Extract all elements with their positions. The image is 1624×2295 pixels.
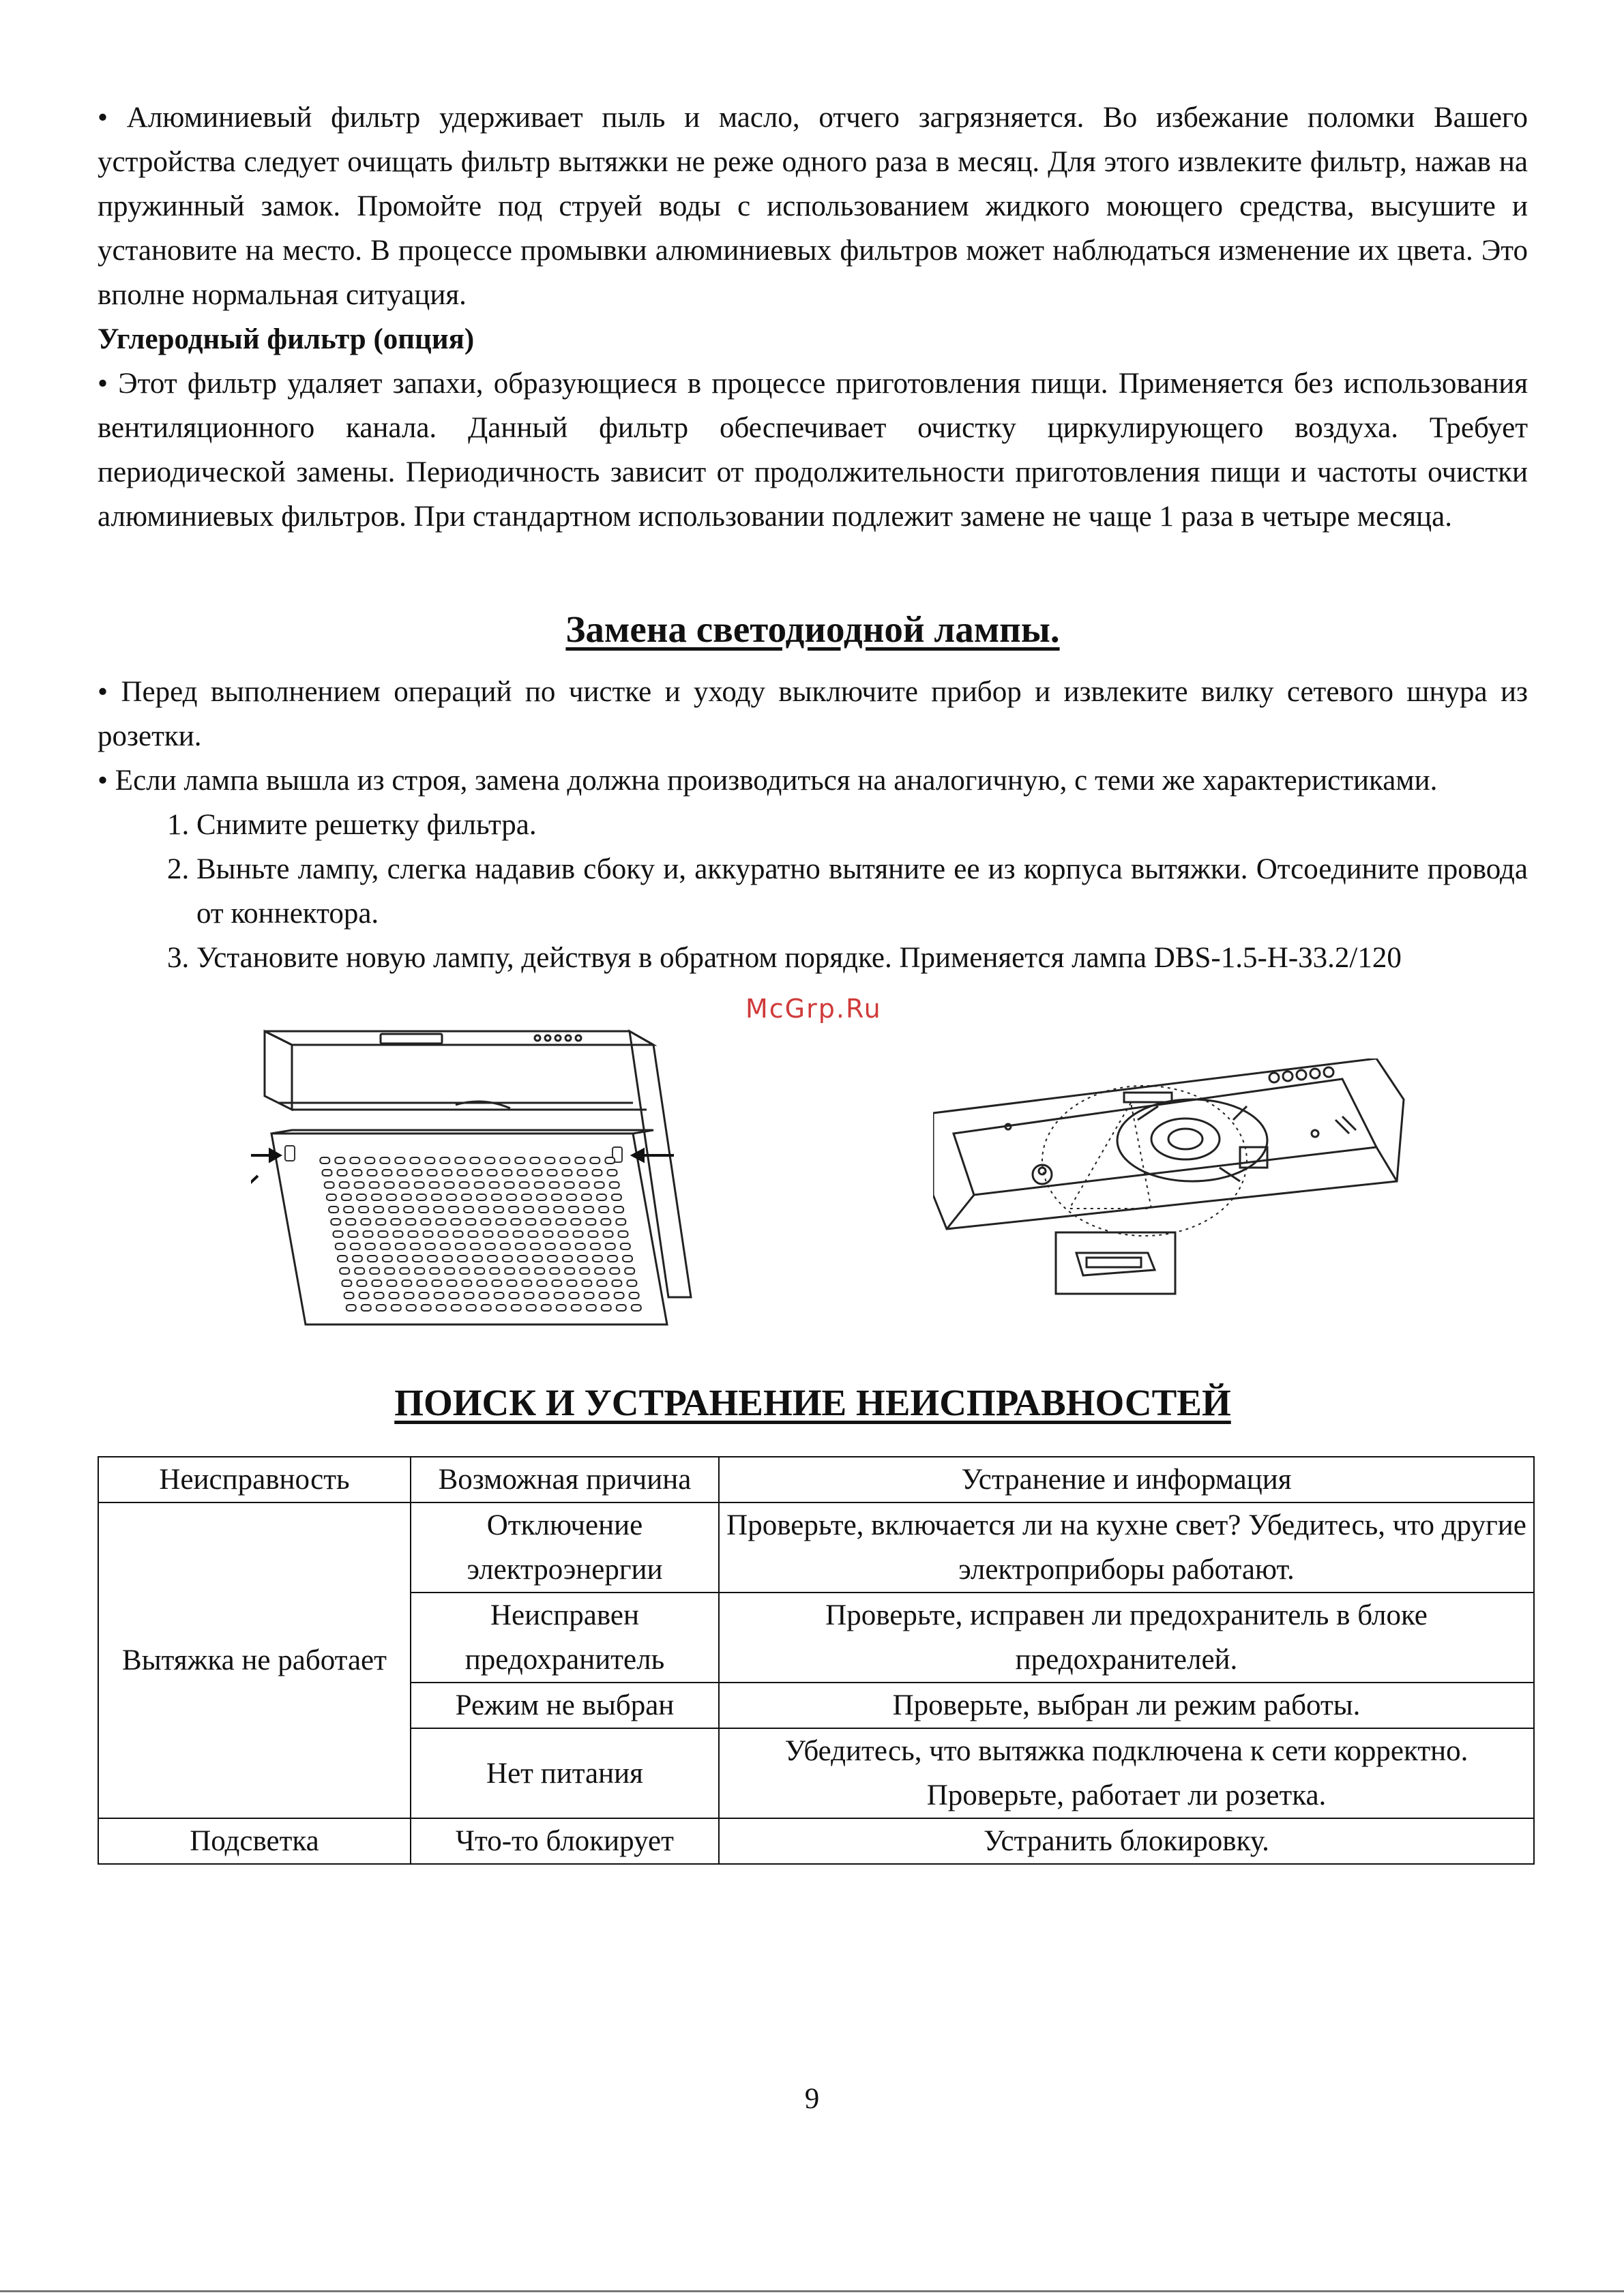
grille-hole [610, 1268, 619, 1274]
grille-hole [425, 1157, 434, 1164]
grille-hole [545, 1157, 555, 1164]
grille-hole [458, 1170, 467, 1176]
grille-hole [597, 1280, 606, 1286]
grille-hole [355, 1268, 364, 1274]
cause-cell: Отключение электроэнергии [411, 1502, 719, 1593]
grille-hole [452, 1305, 461, 1311]
grille-hole [542, 1305, 551, 1311]
grille-hole [512, 1305, 521, 1311]
grille-hole [338, 1170, 347, 1176]
watermark: McGrp.Ru [745, 994, 882, 1024]
grille-hole [505, 1268, 514, 1274]
grille-hole [417, 1280, 426, 1286]
grille-hole [578, 1256, 587, 1262]
grille-hole [560, 1157, 570, 1164]
grille-hole [404, 1206, 413, 1213]
grille-hole [501, 1243, 510, 1249]
grille-hole [503, 1256, 512, 1262]
grille-hole [421, 1219, 430, 1225]
grille-hole [334, 1231, 343, 1237]
grille-hole [529, 1231, 538, 1237]
grille-hole [327, 1194, 336, 1200]
grille-hole [580, 1268, 589, 1274]
header-fault: Неисправность [98, 1457, 411, 1502]
grille-hole [357, 1280, 366, 1286]
grille-hole [515, 1157, 525, 1164]
grille-hole [428, 1170, 437, 1176]
grille-hole [445, 1268, 454, 1274]
grille-hole [590, 1157, 600, 1164]
grille-hole [447, 1194, 456, 1200]
grille-hole [516, 1243, 525, 1249]
grille-hole [365, 1157, 374, 1164]
grille-hole [338, 1256, 347, 1262]
grille-hole [486, 1243, 495, 1249]
grille-hole [552, 1280, 561, 1286]
grille-hole [563, 1256, 572, 1262]
bottom-divider [0, 2290, 1624, 2292]
page-number: 9 [804, 2083, 820, 2115]
grille-hole [466, 1219, 475, 1225]
grille-hole [377, 1305, 386, 1311]
grille-hole [475, 1268, 484, 1274]
lamp-steps-list [98, 803, 1528, 980]
grille-hole [541, 1219, 550, 1225]
table-row [98, 1818, 1534, 1864]
grille-hole [565, 1182, 574, 1188]
grille-hole [428, 1256, 437, 1262]
grille-hole [604, 1231, 613, 1237]
grille-hole [441, 1243, 450, 1249]
grille-hole [346, 1219, 355, 1225]
grille-hole [589, 1231, 598, 1237]
grille-hole [380, 1157, 389, 1164]
grille-hole [574, 1231, 583, 1237]
grille-hole [550, 1268, 559, 1274]
grille-hole [615, 1292, 624, 1299]
grille-hole [383, 1170, 392, 1176]
grille-hole [424, 1231, 433, 1237]
lamp-section-title: Замена светодиодной лампы. [565, 608, 1060, 650]
grille-hole [419, 1206, 428, 1213]
grille-hole [325, 1182, 334, 1188]
grille-hole [456, 1243, 465, 1249]
grille-hole [353, 1256, 362, 1262]
grille-hole [569, 1206, 578, 1213]
grille-hole [357, 1194, 366, 1200]
grille-hole [413, 1170, 422, 1176]
grille-hole [575, 1157, 585, 1164]
grille-hole [535, 1268, 544, 1274]
grille-hole [561, 1243, 570, 1249]
grille-hole [619, 1231, 628, 1237]
aluminium-filter-paragraph: • Алюминиевый фильтр удерживает пыль и масло, отчего загрязняется. Во избежание поломки Вашего устройства следует очищать фильтр вытяжки не реже одного раза в месяц. Для этого извлеките фильтр, нажав на пружинный замок. Промойте под струей воды с использованием жидкого моющего средства, высушите и установите на место. В процессе промывки алюминиевых фильтров может наблюдаться изменение их цвета. Это вполне нормальная ситуация. [98, 102, 1528, 311]
grille-hole [600, 1292, 609, 1299]
grille-hole [599, 1206, 608, 1213]
grille-hole [392, 1305, 401, 1311]
grille-hole [344, 1292, 354, 1299]
lamp-bullet-replacement: • Если лампа вышла из строя, замена должна производиться на аналогичную, с теми же характеристиками. [98, 765, 1438, 797]
grille-hole [492, 1194, 501, 1200]
grille-hole [361, 1305, 371, 1311]
grille-hole [415, 1268, 424, 1274]
grille-hole [395, 1157, 404, 1164]
grille-hole [608, 1170, 617, 1176]
page-content [98, 95, 1528, 1865]
grille-hole [372, 1280, 381, 1286]
grille-hole [503, 1170, 512, 1176]
grille-hole [537, 1280, 546, 1286]
grille-hole [385, 1182, 394, 1188]
grille-hole [458, 1256, 467, 1262]
grille-hole [396, 1243, 405, 1249]
grille-hole [361, 1219, 370, 1225]
grille-hole [437, 1305, 446, 1311]
grille-hole [422, 1305, 431, 1311]
grille-hole [376, 1219, 385, 1225]
grille-hole [464, 1206, 473, 1213]
fault-cell: Вытяжка не работает [98, 1502, 411, 1818]
grille-hole [344, 1206, 353, 1213]
grille-hole [591, 1243, 600, 1249]
grille-hole [522, 1280, 531, 1286]
grille-hole [567, 1194, 576, 1200]
header-cause: Возможная причина [411, 1457, 719, 1502]
grille-hole [374, 1292, 384, 1299]
grille-hole [355, 1182, 364, 1188]
grille-hole [447, 1280, 456, 1286]
grille-hole [381, 1243, 390, 1249]
grille-hole [507, 1194, 516, 1200]
fix-cell: Проверьте, включается ли на кухне свет? Убедитесь, что другие электроприборы работают. [719, 1502, 1534, 1593]
grille-hole [595, 1268, 604, 1274]
grille-hole [364, 1231, 373, 1237]
grille-hole [473, 1256, 482, 1262]
grille-hole [556, 1219, 565, 1225]
grille-hole [585, 1292, 594, 1299]
grille-hole [440, 1157, 449, 1164]
grille-hole [535, 1182, 544, 1188]
grille-hole [400, 1182, 409, 1188]
grille-hole [379, 1231, 388, 1237]
hood-lamp-illustration [933, 1058, 1479, 1345]
grille-hole [563, 1170, 572, 1176]
grille-hole [593, 1170, 602, 1176]
lamp-step: 2. Выньте лампу, слегка надавив сбоку и, аккуратно вытяните ее из корпуса вытяжки. Отсоедините провода от коннектора. [196, 847, 1528, 936]
grille-hole [402, 1280, 411, 1286]
illustrations [98, 994, 1528, 1376]
grille-hole [460, 1268, 469, 1274]
grille-hole [432, 1280, 441, 1286]
grille-hole [477, 1280, 486, 1286]
grille-hole [606, 1243, 615, 1249]
grille-hole [602, 1305, 611, 1311]
grille-hole [469, 1231, 478, 1237]
grille-hole [481, 1219, 490, 1225]
cause-cell: Нет питания [411, 1728, 719, 1818]
grille-hole [584, 1206, 593, 1213]
grille-hole [580, 1182, 589, 1188]
grille-hole [335, 1157, 344, 1164]
fix-cell: Устранить блокировку. [719, 1818, 1534, 1864]
grille-hole [320, 1157, 329, 1164]
grille-hole [520, 1182, 529, 1188]
grille-hole [623, 1256, 632, 1262]
grille-hole [552, 1194, 561, 1200]
grille-hole [559, 1231, 568, 1237]
grille-hole [494, 1206, 503, 1213]
grille-hole [511, 1219, 520, 1225]
grille-hole [530, 1157, 540, 1164]
grille-hole [531, 1243, 540, 1249]
grille-hole [349, 1231, 358, 1237]
grille-hole [389, 1292, 399, 1299]
grille-hole [546, 1243, 555, 1249]
grille-hole [576, 1243, 585, 1249]
grille-hole [595, 1182, 604, 1188]
grille-hole [485, 1157, 494, 1164]
grille-hole [387, 1280, 396, 1286]
grille-hole [455, 1157, 464, 1164]
grille-hole [524, 1206, 533, 1213]
grille-hole [342, 1194, 351, 1200]
grille-hole [518, 1256, 527, 1262]
grille-hole [402, 1194, 411, 1200]
grille-hole [342, 1280, 351, 1286]
grille-hole [359, 1292, 369, 1299]
grille-hole [410, 1157, 419, 1164]
grille-hole [572, 1305, 581, 1311]
grille-hole [415, 1182, 424, 1188]
grille-hole [387, 1194, 396, 1200]
grille-hole [434, 1206, 443, 1213]
grille-hole [398, 1256, 407, 1262]
troubleshooting-title: ПОИСК И УСТРАНЕНИЕ НЕИСПРАВНОСТЕЙ [394, 1382, 1231, 1423]
grille-hole [533, 1256, 542, 1262]
grille-hole [565, 1268, 574, 1274]
grille-hole [533, 1170, 542, 1176]
grille-hole [340, 1268, 349, 1274]
grille-hole [462, 1280, 471, 1286]
grille-hole [567, 1280, 576, 1286]
grille-hole [454, 1231, 463, 1237]
carbon-filter-paragraph: • Этот фильтр удаляет запахи, образующиеся в процессе приготовления пищи. Применяется без использования вентиляционного канала. Данный фильтр обеспечивает очистку циркулирующего воздуха. Требует периодической замены. Периодичность зависит от продолжительности приготовления пищи и частоты очистки алюминиевых фильтров. При стандартном использовании подлежит замене не чаще 1 раза в четыре месяца. [98, 368, 1528, 533]
grille-hole [462, 1194, 471, 1200]
grille-hole [479, 1292, 489, 1299]
grille-hole [430, 1268, 439, 1274]
grille-hole [449, 1206, 458, 1213]
grille-hole [617, 1305, 626, 1311]
grille-hole [443, 1170, 452, 1176]
grille-hole [419, 1292, 429, 1299]
cause-cell: Режим не выбран [411, 1683, 719, 1728]
grille-hole [404, 1292, 414, 1299]
grille-hole [368, 1256, 377, 1262]
grille-hole [409, 1231, 418, 1237]
grille-hole [432, 1194, 441, 1200]
grille-hole [366, 1243, 375, 1249]
grille-hole [522, 1194, 531, 1200]
grille-hole [605, 1157, 615, 1164]
grille-hole [492, 1280, 501, 1286]
grille-hole [548, 1170, 557, 1176]
grille-hole [540, 1292, 549, 1299]
hood-filter-removal-illustration [251, 1024, 728, 1345]
grille-hole [610, 1182, 619, 1188]
grille-hole [587, 1305, 596, 1311]
grille-hole [329, 1206, 338, 1213]
grille-hole [544, 1231, 553, 1237]
grille-hole [627, 1280, 636, 1286]
grille-hole [473, 1170, 482, 1176]
grille-hole [484, 1231, 493, 1237]
grille-hole [434, 1292, 444, 1299]
grille-hole [550, 1182, 559, 1188]
grille-hole [632, 1305, 641, 1311]
grille-hole [539, 1206, 548, 1213]
lamp-bullet-power: • Перед выполнением операций по чистке и уходу выключите прибор и извлеките вилку сетевого шнура из розетки. [98, 676, 1528, 752]
grille-hole [411, 1243, 420, 1249]
grille-hole [383, 1256, 392, 1262]
grille-hole [582, 1194, 591, 1200]
carbon-filter-heading: Углеродный фильтр (опция) [98, 323, 475, 355]
grille-hole [391, 1219, 400, 1225]
grille-hole [586, 1219, 595, 1225]
grille-hole [612, 1280, 621, 1286]
grille-hole [323, 1170, 332, 1176]
grille-hole [494, 1292, 504, 1299]
grille-hole [507, 1280, 516, 1286]
grille-hole [505, 1182, 514, 1188]
grille-hole [368, 1170, 377, 1176]
grille-hole [417, 1194, 426, 1200]
grille-hole [625, 1268, 634, 1274]
grille-hole [514, 1231, 523, 1237]
lamp-step: 3. Установите новую лампу, действуя в обратном порядке. Применяется лампа DBS-1.5-H-33.2/120 [196, 936, 1528, 980]
grille-hole [482, 1305, 491, 1311]
grille-hole [413, 1256, 422, 1262]
grille-hole [475, 1182, 484, 1188]
grille-hole [449, 1292, 459, 1299]
grille-hole [490, 1182, 499, 1188]
grille-hole [525, 1292, 534, 1299]
grille-hole [359, 1206, 368, 1213]
header-fix: Устранение и информация [719, 1457, 1534, 1502]
cause-cell: Неисправен предохранитель [411, 1593, 719, 1683]
grille-hole [340, 1182, 349, 1188]
grille-hole [398, 1170, 407, 1176]
grille-hole [374, 1206, 383, 1213]
grille-hole [351, 1243, 360, 1249]
grille-hole [331, 1219, 340, 1225]
grille-hole [370, 1182, 379, 1188]
grille-hole [470, 1157, 479, 1164]
grille-hole [353, 1170, 362, 1176]
grille-hole [520, 1268, 529, 1274]
grille-hole [518, 1170, 527, 1176]
fault-cell: Подсветка [98, 1818, 411, 1864]
grille-hole [471, 1243, 480, 1249]
grille-hole [490, 1268, 499, 1274]
grille-hole [616, 1219, 625, 1225]
grille-hole [571, 1219, 580, 1225]
grille-hole [601, 1219, 610, 1225]
grille-hole [336, 1243, 345, 1249]
grille-hole [488, 1170, 497, 1176]
grille-hole [394, 1231, 403, 1237]
grille-hole [548, 1256, 557, 1262]
grille-hole [400, 1268, 409, 1274]
grille-hole [557, 1305, 566, 1311]
grille-hole [467, 1305, 476, 1311]
cause-cell: Что-то блокирует [411, 1818, 719, 1864]
lamp-step: 1. Снимите решетку фильтра. [196, 803, 1528, 847]
grille-hole [614, 1206, 623, 1213]
grille-hole [527, 1305, 536, 1311]
grille-hole [597, 1194, 606, 1200]
grille-hole [407, 1305, 416, 1311]
grille-hole [499, 1231, 508, 1237]
grille-hole [477, 1194, 486, 1200]
grille-hole [370, 1268, 379, 1274]
grille-hole [460, 1182, 469, 1188]
grille-hole [593, 1256, 602, 1262]
grille-hole [346, 1305, 356, 1311]
grille-hole [570, 1292, 579, 1299]
grille-hole [488, 1256, 497, 1262]
troubleshooting-table [98, 1456, 1535, 1865]
grille-hole [537, 1194, 546, 1200]
grille-hole [443, 1256, 452, 1262]
grille-hole [389, 1206, 398, 1213]
grille-hole [578, 1170, 587, 1176]
grille-hole [608, 1256, 617, 1262]
grille-hole [350, 1157, 359, 1164]
grille-hole [630, 1292, 639, 1299]
table-row [98, 1502, 1534, 1593]
grille-hole [406, 1219, 415, 1225]
grille-hole [554, 1206, 563, 1213]
grille-hole [436, 1219, 445, 1225]
grille-hole [497, 1305, 506, 1311]
fix-cell: Проверьте, исправен ли предохранитель в блоке предохранителей. [719, 1593, 1534, 1683]
fix-cell: Проверьте, выбран ли режим работы. [719, 1683, 1534, 1728]
grille-hole [451, 1219, 460, 1225]
grille-hole [555, 1292, 564, 1299]
grille-hole [496, 1219, 505, 1225]
grille-hole [430, 1182, 439, 1188]
grille-hole [426, 1243, 435, 1249]
grille-hole [464, 1292, 474, 1299]
grille-hole [621, 1243, 630, 1249]
grille-hole [385, 1268, 394, 1274]
grille-hole [439, 1231, 448, 1237]
grille-hole [612, 1194, 621, 1200]
grille-hole [509, 1206, 518, 1213]
grille-hole [526, 1219, 535, 1225]
grille-hole [372, 1194, 381, 1200]
grille-hole [510, 1292, 519, 1299]
grille-hole [582, 1280, 591, 1286]
grille-hole [479, 1206, 488, 1213]
table-header-row [98, 1457, 1534, 1502]
fix-cell: Убедитесь, что вытяжка подключена к сети корректно. Проверьте, работает ли розетка. [719, 1728, 1534, 1818]
grille-hole [445, 1182, 454, 1188]
grille-hole [500, 1157, 510, 1164]
